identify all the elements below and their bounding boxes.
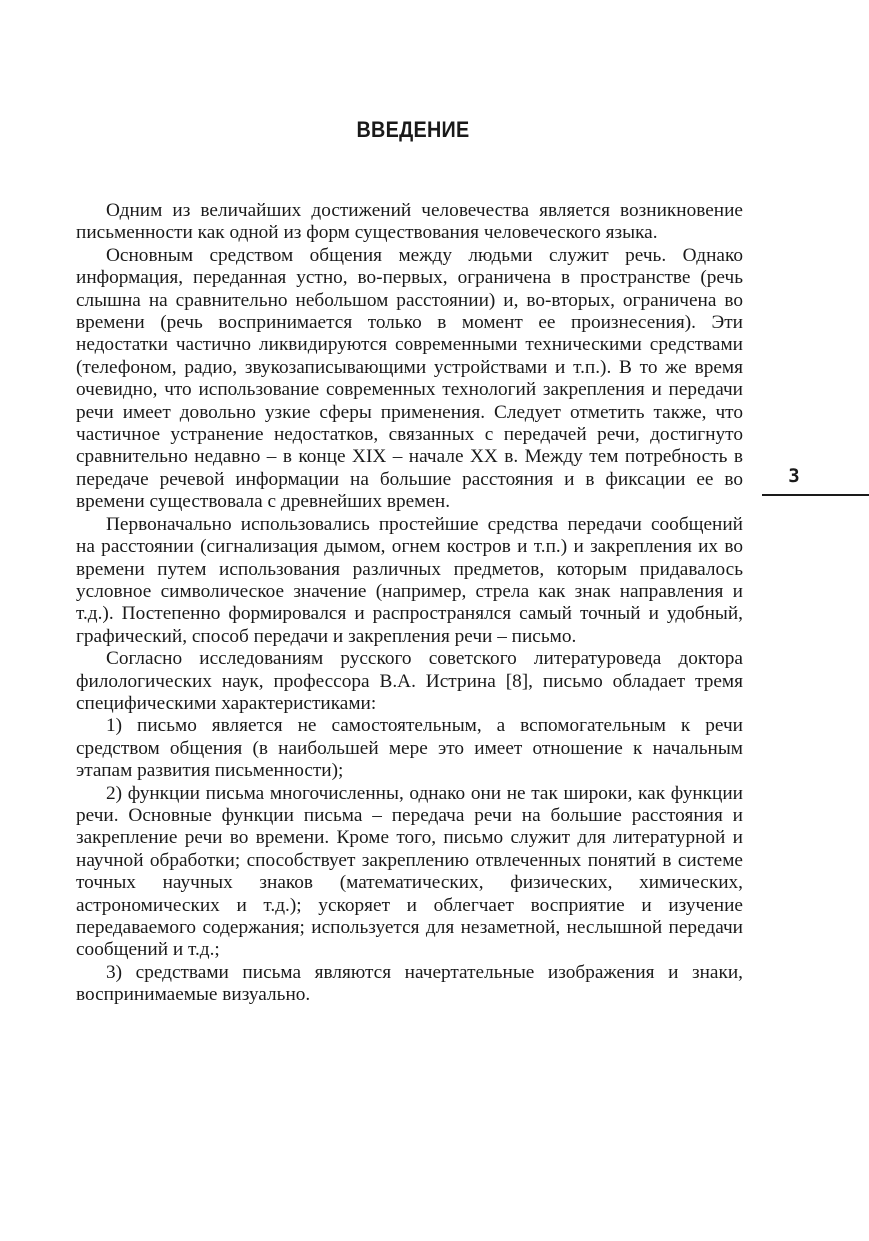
page-number-rule: [762, 494, 869, 496]
list-item-1: 1) письмо является не самостоятельным, а вспомогательным к речи средством общения (в наибольшей мере это имеет отношение к начальным этапам развития письменности);: [76, 715, 743, 782]
page-title: ВВЕДЕНИЕ: [356, 117, 470, 142]
paragraph-intro: Одним из величайших достижений человечества является возникновение письменности как одной из форм существования человеческого языка.: [76, 200, 743, 244]
body-text: [76, 200, 743, 1007]
paragraph-istrin: Согласно исследованиям русского советского литературоведа доктора филологических наук, профессора В.А. Истрина [8], письмо обладает тремя специфическими характеристиками:: [76, 648, 743, 714]
list-item-2: 2) функции письма многочисленны, однако они не так широки, как функции речи. Основные функции письма – передача речи на большие расстояния и закрепление речи во времени. Кроме того, письмо служит для литературной и научной обработки; способствует закреплению отвлеченных понятий в системе точных научных знаков (математических, физических, химических, астрономических и т.д.); ускоряет и облегчает восприятие и изучение передаваемого содержания; используется для незаметной, неслышной передачи сообщений и т.д.;: [76, 782, 743, 961]
page-number: 3: [788, 465, 800, 487]
paragraph-history: Первоначально использовались простейшие средства передачи сообщений на расстоянии (сигнализация дымом, огнем костров и т.п.) и закрепления их во времени путем использования различных предметов, которым придавалось условное символическое значение (например, стрела как знак направления и т.д.). Постепенно формировался и распространялся самый точный и удобный, графический, способ передачи и закрепления речи – письмо.: [76, 513, 743, 647]
list-item-3: 3) средствами письма являются начертательные изображения и знаки, воспринимаемые визуально.: [76, 961, 743, 1006]
paragraph-speech: Основным средством общения между людьми служит речь. Однако информация, переданная устно, во-первых, ограничена в пространстве (речь слышна на сравнительно небольшом расстоянии) и, во-вторых, ограничена во времени (речь воспринимается только в момент ее произнесения). Эти недостатки частично ликвидируются современными техническими средствами (телефоном, радио, звукозаписывающими устройствами и т.п.). В то же время очевидно, что использование современных технологий закрепления и передачи речи имеет довольно узкие сферы применения. Следует отметить также, что частичное устранение недостатков, связанных с передачей речи, достигнуто сравнительно недавно – в конце XIX – начале XX в. Между тем потребность в передаче речевой информации на большие расстояния и в фиксации ее во времени существовала с древнейших времен.: [76, 244, 743, 513]
